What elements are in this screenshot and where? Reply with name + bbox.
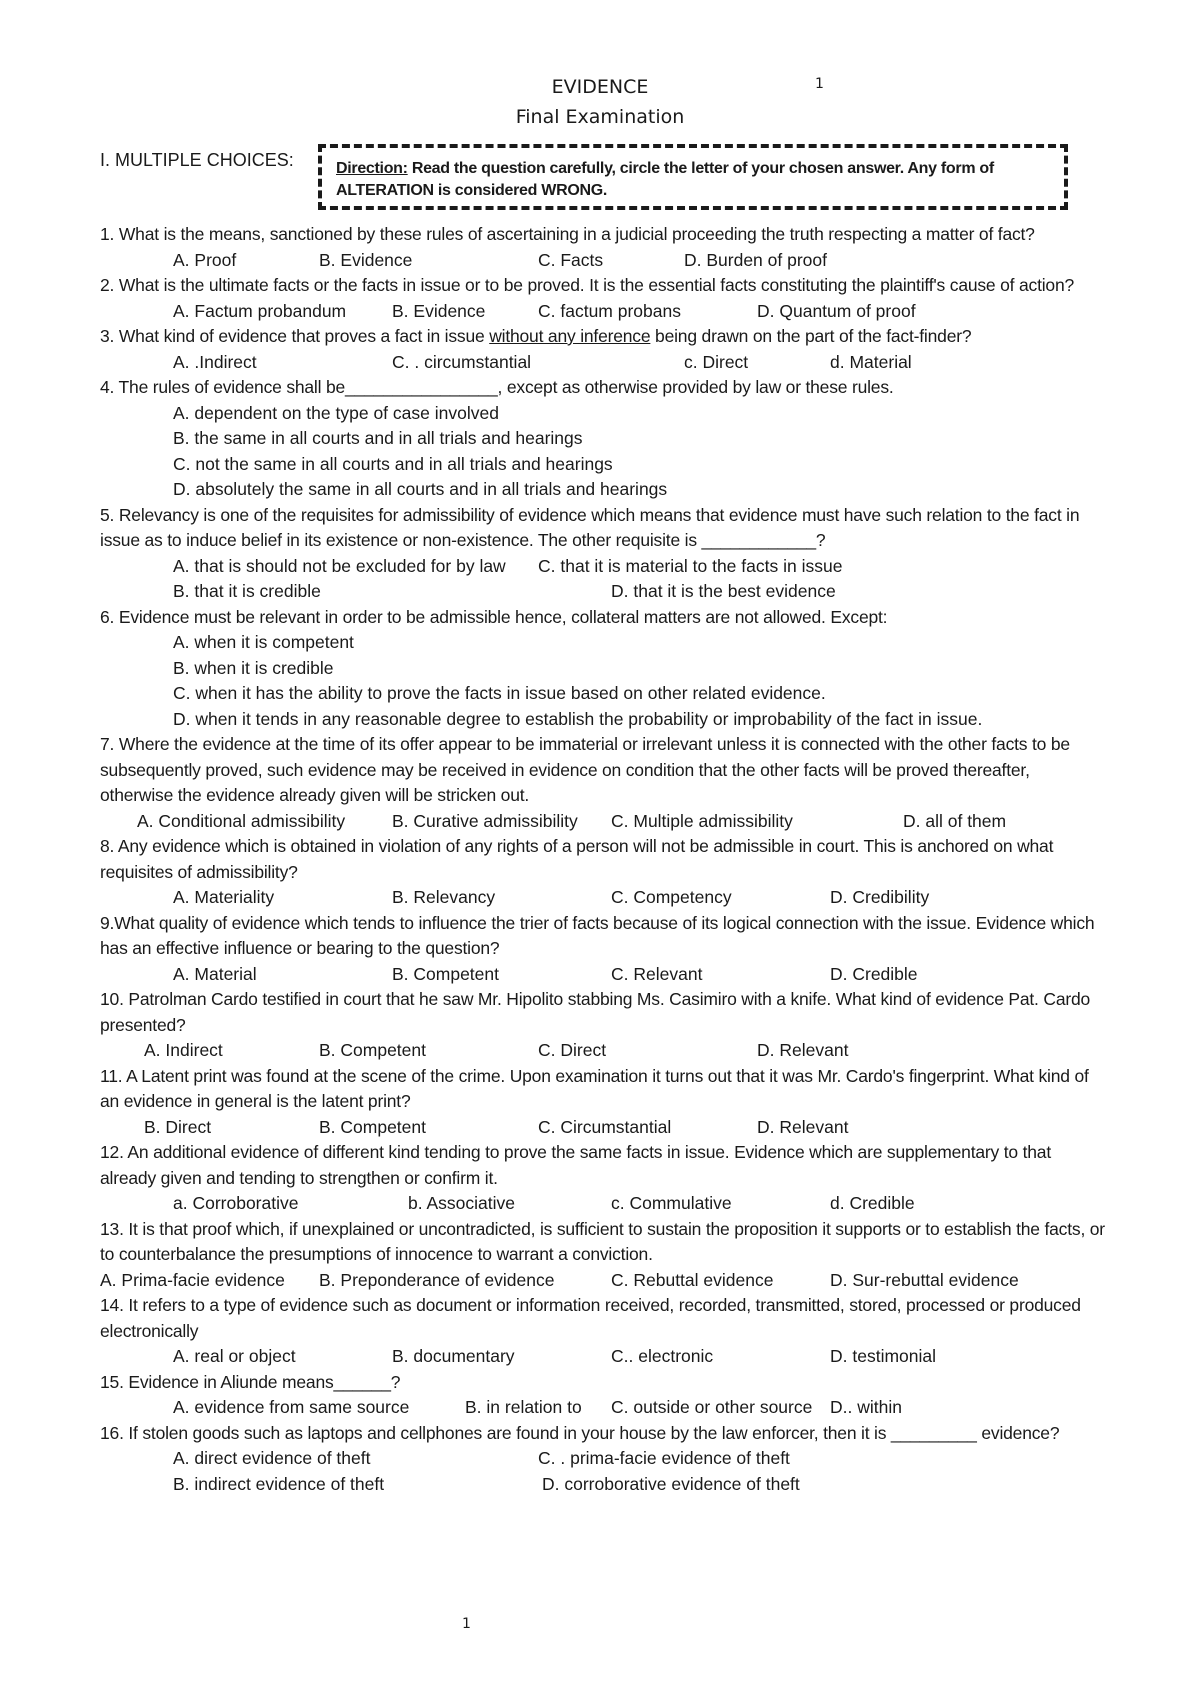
option-3a: A. .Indirect [173,351,257,372]
option-7b: B. Curative admissibility [392,810,578,831]
option-13a: A. Prima-facie evidence [100,1269,285,1290]
option-10d: D. Relevant [757,1040,849,1060]
option-1a: A. Proof [173,249,237,270]
question-15: 15. Evidence in Aliunde means______? [100,1371,401,1392]
option-10a: A. Indirect [144,1040,223,1060]
option-8d: D. Credibility [830,887,930,907]
option-2d: D. Quantum of proof [757,300,916,321]
question-14: 14. It refers to a type of evidence such as document or information received, recorded, transmitted, stored, processed or produced electronically [100,1295,1081,1341]
option-5a: A. that is should not be excluded for by law [173,555,506,576]
option-15c: C. outside or other source [611,1397,813,1417]
question-16: 16. If stolen goods such as laptops and cellphones are found in your house by the law enforcer, then it is _________ evidence? [100,1422,1060,1443]
option-12c: c. Commulative [611,1193,732,1213]
option-16a: A. direct evidence of theft [173,1448,371,1468]
question-3-underlined: without any inference [489,326,651,346]
option-5b: B. that it is credible [173,581,321,601]
option-9c: C. Relevant [611,963,703,984]
option-14a: A. real or object [173,1346,296,1366]
question-13: 13. It is that proof which, if unexplained or uncontradicted, is sufficient to sustain the proposition it supports or to establish the facts, or to counterbalance the presumptions of innocence to warrant a conviction. [100,1218,1105,1264]
option-7c: C. Multiple admissibility [611,810,793,831]
option-16b: B. indirect evidence of theft [173,1473,385,1494]
option-7a: A. Conditional admissibility [137,810,346,831]
options-8 [100,885,1105,911]
option-1b: B. Evidence [319,249,413,270]
options-11 [100,1115,1105,1141]
option-16c: C. . prima-facie evidence of theft [538,1448,790,1468]
option-11a: B. Direct [144,1116,212,1137]
question-8: 8. Any evidence which is obtained in violation of any rights of a person will not be admissible in court. This is anchored on what requisites of admissibility? [100,836,1054,882]
question-5: 5. Relevancy is one of the requisites for admissibility of evidence which means that evidence must have such relation to the fact in issue as to induce belief in its existence or non-existence. The other requisite is ____________? [100,504,1080,550]
section-label: I. MULTIPLE CHOICES: [100,150,294,170]
options-2 [100,299,1105,325]
option-13c: C. Rebuttal evidence [611,1269,774,1290]
option-8a: A. Materiality [173,887,275,907]
options-13 [100,1268,1105,1294]
questions [100,222,1105,1497]
options-3 [100,350,1105,376]
option-1d: D. Burden of proof [684,249,827,270]
option-9d: D. Credible [830,963,918,984]
option-2a: A. Factum probandum [173,300,347,321]
option-13b: B. Preponderance of evidence [319,1269,555,1290]
option-12a: a. Corroborative [173,1193,299,1213]
option-12d: d. Credible [830,1193,915,1213]
option-6d: D. when it tends in any reasonable degree to establish the probability or improbability of the fact in issue. [173,708,983,729]
option-6c: C. when it has the ability to prove the facts in issue based on other related evidence. [173,683,826,703]
question-3-text: 3. What kind of evidence that proves a fact in issue [100,326,490,346]
option-4d: D. absolutely the same in all courts and in all trials and hearings [173,479,668,499]
options-10 [100,1038,1105,1064]
option-4c: C. not the same in all courts and in all trials and hearings [173,453,613,474]
option-13d: D. Sur-rebuttal evidence [830,1269,1019,1290]
options-16-row2 [100,1472,1105,1498]
option-14c: C.. electronic [611,1346,714,1366]
page-number-top: 1 [815,76,824,92]
option-9b: B. Competent [392,963,499,984]
options-9 [100,962,1105,988]
question-7: 7. Where the evidence at the time of its offer appear to be immaterial or irrelevant unless it is connected with the other facts to be subsequently proved, such evidence may be received in evidence on condition that the other facts will be proved thereafter, otherwise the evidence already given will be stricken out. [100,734,1070,805]
option-2b: B. Evidence [392,300,486,321]
option-10c: C. Direct [538,1040,607,1060]
option-8b: B. Relevancy [392,887,496,907]
option-15b: B. in relation to [465,1397,582,1417]
option-2c: C. factum probans [538,300,681,321]
question-9: 9.What quality of evidence which tends to influence the trier of facts because of its logical connection with the issue. Evidence which has an effective influence or bearing to the question? [100,912,1095,958]
question-11: 11. A Latent print was found at the scene of the crime. Upon examination it turns out that it was Mr. Cardo's fingerprint. What kind of an evidence in general is the latent print? [100,1065,1089,1111]
option-11c: C. Circumstantial [538,1116,672,1137]
option-14b: B. documentary [392,1346,515,1366]
option-7d: D. all of them [903,810,1007,831]
option-4a: A. dependent on the type of case involved [173,402,499,423]
option-14d: D. testimonial [830,1346,937,1366]
options-5-row2 [100,579,1105,605]
option-15d: D.. within [830,1397,902,1417]
option-6a: A. when it is competent [173,632,354,652]
option-5d: D. that it is the best evidence [611,581,836,601]
options-14 [100,1344,1105,1370]
option-1c: C. Facts [538,249,604,270]
question-4: 4. The rules of evidence shall be________________, except as otherwise provided by law or these rules. [100,377,894,397]
options-1 [100,248,1105,274]
page-number-bottom: 1 [462,1616,471,1632]
question-3 [100,324,1105,350]
option-3c: c. Direct [684,351,749,372]
option-11d: D. Relevant [757,1116,849,1137]
question-10: 10. Patrolman Cardo testified in court that he saw Mr. Hipolito stabbing Ms. Casimiro with a knife. What kind of evidence Pat. Cardo presented? [100,989,1091,1035]
option-10b: B. Competent [319,1040,426,1060]
direction-label: Direction: [336,160,408,177]
options-12 [100,1191,1105,1217]
option-4b: B. the same in all courts and in all trials and hearings [173,428,583,448]
question-3-text-end: being drawn on the part of the fact-finder? [650,326,972,346]
document-title: EVIDENCE [551,76,649,98]
direction-box [318,144,1068,210]
options-5-row1 [100,554,1105,580]
option-5c: C. that it is material to the facts in issue [538,555,843,576]
question-12: 12. An additional evidence of different kind tending to prove the same facts in issue. Evidence which are supplementary to that already given and tending to strengthen or confirm it. [100,1142,1051,1188]
options-16-row1 [100,1446,1105,1472]
option-3b: C. . circumstantial [392,351,532,372]
options-7 [100,809,1105,835]
option-15a: A. evidence from same source [173,1397,410,1417]
option-8c: C. Competency [611,887,732,907]
option-6b: B. when it is credible [173,657,334,678]
option-3d: d. Material [830,351,912,372]
option-9a: A. Material [173,963,257,984]
option-12b: b. Associative [408,1193,515,1213]
option-11b: B. Competent [319,1116,426,1137]
question-6: 6. Evidence must be relevant in order to be admissible hence, collateral matters are not allowed. Except: [100,606,888,627]
direction-text: Read the question carefully, circle the letter of your chosen answer. Any form of ALTERATION is considered WRONG. [336,160,994,199]
options-15 [100,1395,1105,1421]
question-1: 1. What is the means, sanctioned by these rules of ascertaining in a judicial proceeding the truth respecting a matter of fact? [100,224,1035,244]
document-subtitle: Final Examination [515,106,685,128]
question-2: 2. What is the ultimate facts or the facts in issue or to be proved. It is the essential facts constituting the plaintiff's cause of action? [100,275,1075,295]
option-16d: D. corroborative evidence of theft [542,1473,800,1494]
